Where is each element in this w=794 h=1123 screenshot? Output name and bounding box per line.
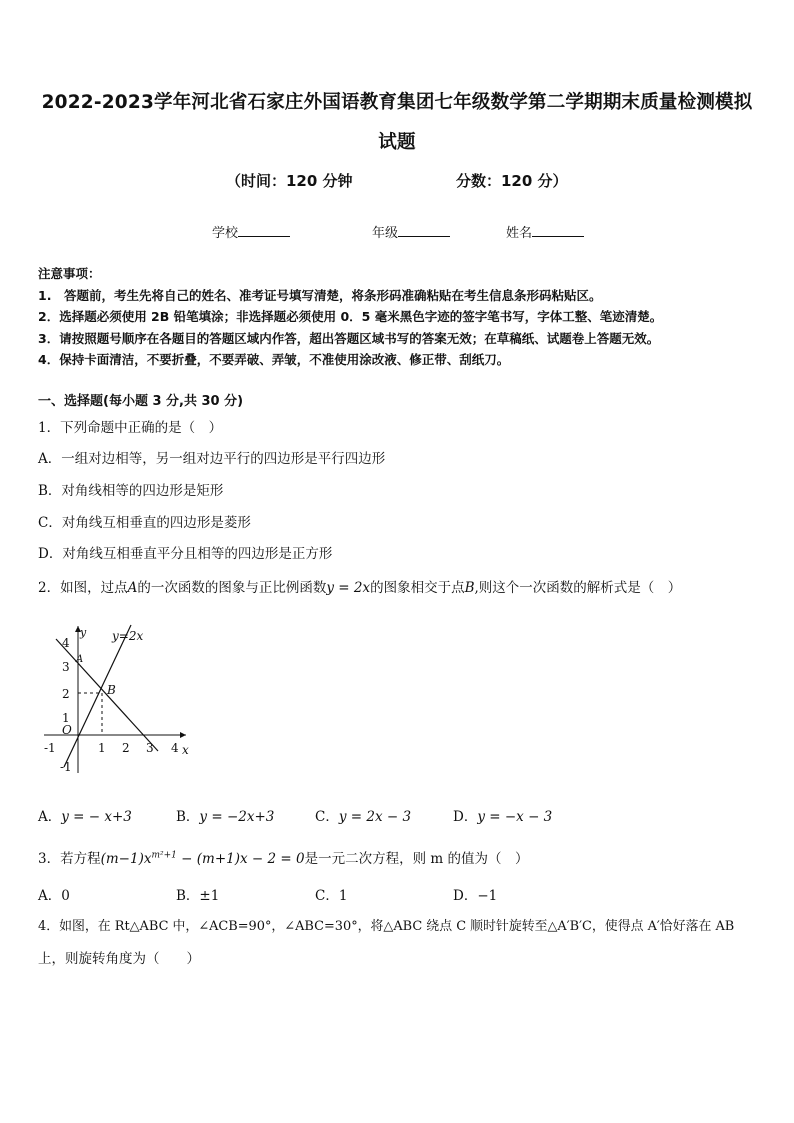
student-info-line [0, 222, 794, 242]
y-tick-label: 3 [62, 660, 70, 674]
y-tick-label: 2 [62, 687, 70, 701]
q2-stem-text: 的一次函数的图象与正比例函数 [137, 580, 327, 596]
q2-stem [38, 576, 681, 596]
score-label: 分数：120 分） [456, 172, 568, 190]
function-graph [36, 618, 196, 778]
q2-stem-text: 的图象相交于点 [370, 580, 465, 596]
x-tick-label: 4 [171, 741, 179, 755]
q2-point-a: A [127, 580, 138, 596]
q3-option-c[interactable]: C．1 [315, 888, 348, 904]
option-expression: y = − x+3 [61, 809, 132, 825]
q3-option-a[interactable]: A．0 [38, 888, 70, 904]
q3-stem-text: 是一元二次方程，则 m 的值为（ ） [304, 851, 529, 867]
q4-stem-line1: 4．如图，在 Rt△ABC 中，∠ACB=90°，∠ABC=30°，将△ABC 绕点 C 顺时针旋转至△A′B′C，使得点 A′恰好落在 AB [38, 919, 735, 934]
notes-heading: 注意事项： [38, 266, 101, 281]
q2-stem-text: ,则这个一次函数的解析式是（ ） [474, 580, 682, 596]
q2-option-c[interactable] [315, 805, 411, 825]
q3-equation-rest: − (m+1)x − 2 = 0 [176, 851, 305, 867]
exam-title-line2: 试题 [378, 132, 416, 153]
q1-stem: 1．下列命题中正确的是（ ） [38, 420, 223, 436]
point-a-label: A [76, 654, 84, 665]
q1-option-b[interactable]: B．对角线相等的四边形是矩形 [38, 483, 224, 499]
time-score-line [0, 170, 794, 192]
option-letter: D． [453, 809, 478, 825]
q1-option-a[interactable]: A．一组对边相等，另一组对边平行的四边形是平行四边形 [38, 451, 386, 467]
y-axis-label: y [80, 626, 87, 639]
option-expression: y = −2x+3 [199, 809, 275, 825]
q2-stem-text: 2．如图，过点 [38, 580, 128, 596]
q2-option-a[interactable] [38, 805, 132, 825]
q2-point-b: B [464, 580, 475, 596]
y-tick-label: 4 [62, 636, 70, 650]
grade-label: 年级 [372, 226, 399, 241]
option-expression: y = −x − 3 [477, 809, 553, 825]
line-label: y=2x [112, 629, 144, 643]
q2-option-b[interactable] [176, 805, 274, 825]
note-item: 1. 答题前，考生先将自己的姓名、准考证号填写清楚，将条形码准确粘贴在考生信息条形码粘贴区。 [38, 287, 602, 303]
name-blank[interactable] [532, 224, 584, 237]
q3-equation: (m−1)x [100, 851, 152, 867]
x-axis-label: x [182, 743, 189, 757]
option-expression: y = 2x − 3 [338, 809, 412, 825]
q2-option-d[interactable] [453, 805, 552, 825]
q3-option-d[interactable]: D．−1 [453, 888, 498, 904]
origin-label: O [62, 723, 72, 737]
x-tick-label: 3 [146, 741, 154, 755]
q2-function: y = 2x [326, 580, 371, 596]
school-field[interactable] [212, 222, 290, 241]
q3-stem [38, 847, 528, 867]
note-item: 4．保持卡面清洁，不要折叠，不要弄破、弄皱，不准使用涂改液、修正带、刮纸刀。 [38, 352, 510, 367]
option-letter: A． [38, 809, 62, 825]
school-label: 学校 [212, 226, 239, 241]
q3-stem-text: 3．若方程 [38, 851, 101, 867]
notes-block [38, 263, 662, 371]
point-b-label: B [107, 683, 116, 697]
q1-option-c[interactable]: C．对角线互相垂直的四边形是菱形 [38, 515, 251, 531]
name-field[interactable] [506, 222, 584, 241]
note-item: 2．选择题必须使用 2B 铅笔填涂；非选择题必须使用 0．5 毫米黑色字迹的签字笔书写，字体工整、笔迹清楚。 [38, 309, 663, 324]
name-label: 姓名 [506, 226, 533, 241]
grade-field[interactable] [372, 222, 450, 241]
section-heading: 一、选择题(每小题 3 分,共 30 分) [38, 394, 244, 409]
time-label: （时间：120 分钟 [226, 172, 353, 190]
exam-title-line1: 2022-2023学年河北省石家庄外国语教育集团七年级数学第二学期期末质量检测模拟 [41, 92, 753, 113]
x-tick-label: 2 [122, 741, 130, 755]
x-tick-label: 1 [98, 741, 106, 755]
option-letter: B． [176, 809, 200, 825]
q3-option-b[interactable]: B．±1 [176, 888, 220, 904]
q4-stem-line2: 上，则旋转角度为（ ） [38, 951, 200, 967]
x-tick-label: -1 [44, 741, 56, 755]
note-item: 3．请按照题号顺序在各题目的答题区域内作答，超出答题区域书写的答案无效；在草稿纸、试题卷上答题无效。 [38, 330, 660, 346]
q3-exponent: m²+1 [151, 850, 177, 861]
q1-option-d[interactable]: D．对角线互相垂直平分且相等的四边形是正方形 [38, 546, 333, 562]
y-tick-label: 1 [62, 711, 70, 725]
y-tick-label: -1 [60, 760, 72, 774]
grade-blank[interactable] [398, 224, 450, 237]
school-blank[interactable] [238, 224, 290, 237]
option-letter: C． [315, 809, 339, 825]
x-axis-arrow [180, 732, 186, 738]
